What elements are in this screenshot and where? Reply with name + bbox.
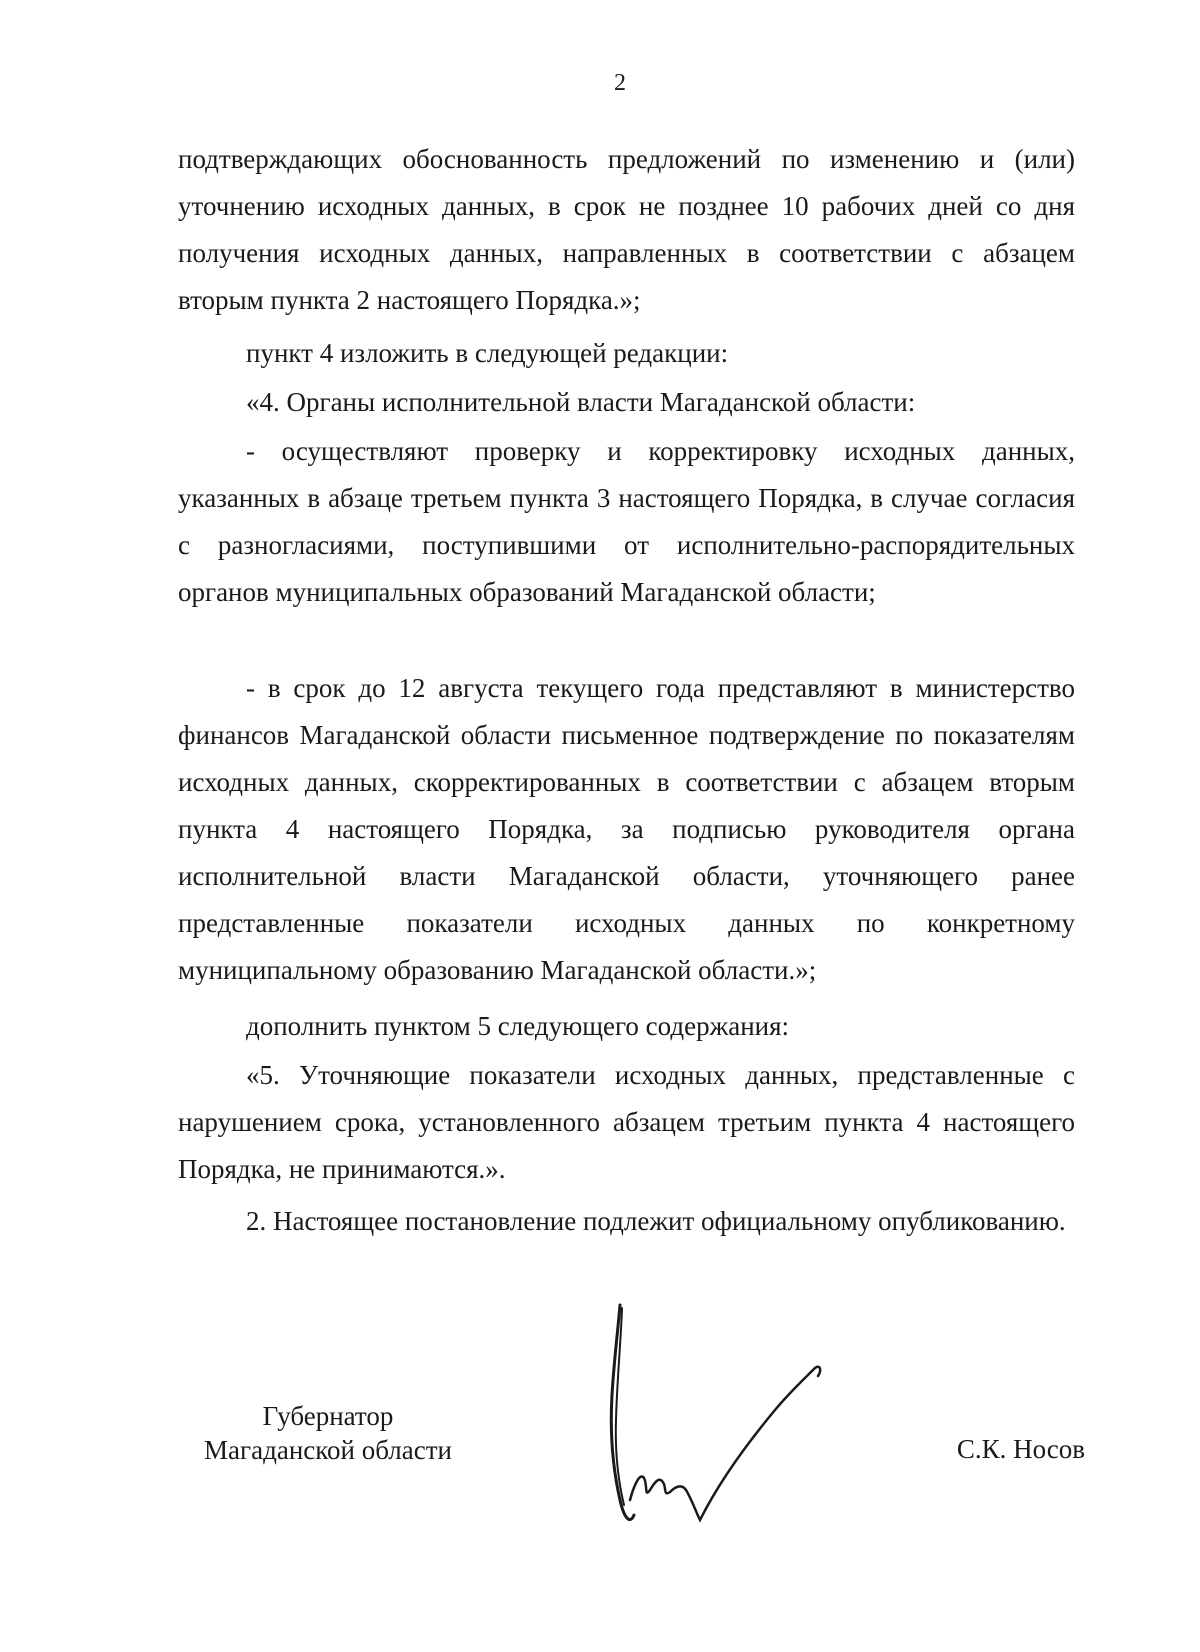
governor-region: Магаданской области [204,1435,452,1465]
paragraph-point-4-heading: «4. Органы исполнительной власти Магаданской области: [246,387,916,417]
paragraph-continuation: подтверждающих обоснованность предложений по изменению и (или) уточнению исходных данных, в срок не позднее 10 рабочих дней со дня получения исходных данных, направленных в соответствии с абзацем вторым пункта 2 настоящего Порядка.»; [178,144,1075,315]
paragraph-point-4-item-1: - осуществляют проверку и корректировку исходных данных, указанных в абзаце третьем пункта 3 настоящего Порядка, в случае согласия с разногласиями, поступившими от исполнительно-распорядительных органов муниципальных образований Магаданской области; [178,436,1075,607]
page-number: 2 [614,70,626,96]
paragraph-point-5-intro: дополнить пунктом 5 следующего содержания: [246,1011,790,1041]
signature-block [0,1400,1200,1560]
handwritten-signature [600,1300,840,1540]
paragraph-point-4-item-2: - в срок до 12 августа текущего года представляют в министерство финансов Магаданской области письменное подтверждение по показателям исходных данных, скорректированных в соответствии с абзацем вторым пункта 4 настоящего Порядка, за подписью руководителя органа исполнительной власти Магаданской области, уточняющего ранее представленные показатели исходных данных по конкретному муниципальному образованию Магаданской области.»; [178,673,1075,985]
signer-name: С.К. Носов [956,1434,1085,1464]
paragraph-point-5-text: «5. Уточняющие показатели исходных данных, представленные с нарушением срока, установленного абзацем третьим пункта 4 настоящего Порядка, не принимаются.». [178,1060,1075,1184]
paragraph-publication: 2. Настоящее постановление подлежит официальному опубликованию. [246,1206,1066,1236]
governor-title: Губернатор [262,1401,394,1431]
paragraph-point-4-intro: пункт 4 изложить в следующей редакции: [246,338,729,368]
